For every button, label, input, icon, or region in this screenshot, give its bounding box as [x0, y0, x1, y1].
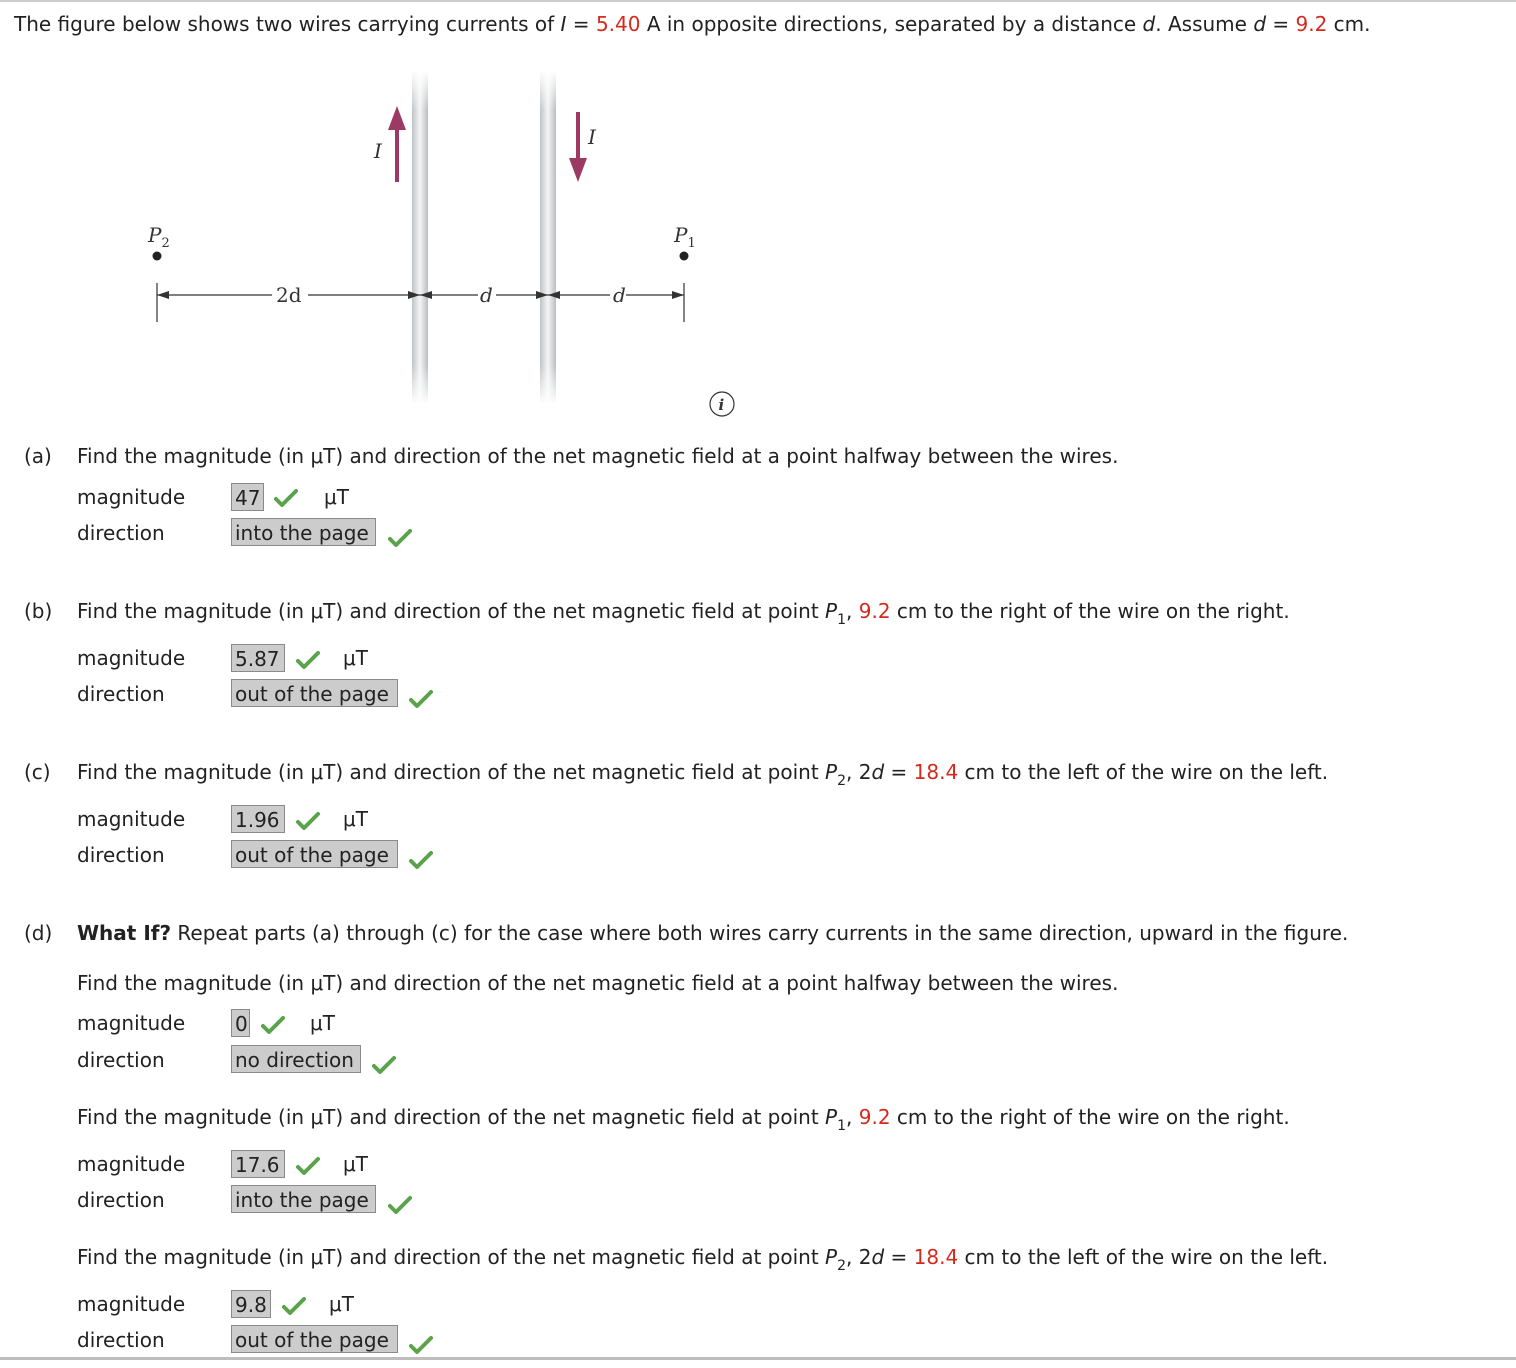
answer-a-direction[interactable]: into the page	[231, 518, 376, 546]
answer-b-magnitude[interactable]: 5.87	[231, 644, 285, 672]
direction-label: direction	[77, 1048, 165, 1072]
answer-c-direction[interactable]: out of the page	[231, 840, 398, 868]
direction-label: direction	[77, 521, 165, 545]
point-p2-label: $P_2$	[148, 223, 170, 251]
check-icon	[296, 811, 320, 831]
unit-label: μT	[343, 646, 368, 670]
part-d1-question: Find the magnitude (in μT) and direction of the net magnetic field at a point halfway between the wires.	[77, 971, 1119, 995]
point-p1	[680, 252, 689, 261]
part-c-question: Find the magnitude (in μT) and direction of the net magnetic field at point $P_2$, 2d = 18.4 cm to the left of the wire on the left.	[77, 760, 1329, 789]
part-d2-question: Find the magnitude (in μT) and direction of the net magnetic field at point $P_1$, 9.2 cm to the right of the wire on the right.	[77, 1105, 1290, 1134]
magnitude-label: magnitude	[77, 646, 186, 670]
info-icon[interactable]	[710, 392, 734, 416]
top-divider	[0, 0, 1516, 2]
check-icon	[388, 528, 412, 548]
direction-label: direction	[77, 1328, 165, 1352]
two-wires-figure	[140, 70, 760, 420]
bottom-divider	[0, 1357, 1516, 1360]
check-icon	[372, 1055, 396, 1075]
check-icon	[296, 1156, 320, 1176]
check-icon	[282, 1296, 306, 1316]
magnitude-label: magnitude	[77, 1011, 186, 1035]
check-icon	[261, 1015, 285, 1035]
answer-d1-magnitude[interactable]: 0	[231, 1009, 250, 1037]
answer-c-magnitude[interactable]: 1.96	[231, 805, 285, 833]
label-d-middle: d	[480, 283, 493, 307]
point-p2	[153, 252, 162, 261]
current-label-left: I	[374, 139, 382, 163]
check-icon	[409, 1335, 433, 1355]
intro-text: The figure below shows two wires carrying currents of I = 5.40 A in opposite directions, separated by a distance d. Assume d = 9.2 cm.	[14, 12, 1371, 36]
part-d-tag: (d)	[24, 921, 53, 945]
part-c-tag: (c)	[24, 760, 51, 784]
svg-text:i: i	[718, 396, 725, 414]
unit-label: μT	[343, 807, 368, 831]
direction-label: direction	[77, 1188, 165, 1212]
point-p1-label: $P_1$	[674, 223, 696, 251]
magnitude-label: magnitude	[77, 485, 186, 509]
check-icon	[274, 488, 298, 508]
part-b-question: Find the magnitude (in μT) and direction of the net magnetic field at point $P_1$, 9.2 cm to the right of the wire on the right.	[77, 599, 1290, 628]
answer-d2-direction[interactable]: into the page	[231, 1185, 376, 1213]
magnitude-label: magnitude	[77, 1152, 186, 1176]
answer-d2-magnitude[interactable]: 17.6	[231, 1150, 285, 1178]
unit-label: μT	[343, 1152, 368, 1176]
unit-label: μT	[310, 1011, 335, 1035]
answer-d3-direction[interactable]: out of the page	[231, 1325, 398, 1353]
part-d-question: What If? Repeat parts (a) through (c) for the case where both wires carry currents in the same direction, upward in the figure.	[77, 921, 1349, 945]
label-d-right: d	[613, 283, 626, 307]
answer-d1-direction[interactable]: no direction	[231, 1045, 361, 1073]
answer-b-direction[interactable]: out of the page	[231, 679, 398, 707]
check-icon	[409, 689, 433, 709]
part-a-question: Find the magnitude (in μT) and direction of the net magnetic field at a point halfway between the wires.	[77, 444, 1119, 468]
label-2d: 2d	[276, 283, 302, 307]
part-d3-question: Find the magnitude (in μT) and direction of the net magnetic field at point $P_2$, 2d = 18.4 cm to the left of the wire on the left.	[77, 1245, 1329, 1274]
check-icon	[296, 650, 320, 670]
answer-a-magnitude[interactable]: 47	[231, 483, 264, 511]
answer-d3-magnitude[interactable]: 9.8	[231, 1290, 271, 1318]
part-b-tag: (b)	[24, 599, 53, 623]
direction-label: direction	[77, 843, 165, 867]
direction-label: direction	[77, 682, 165, 706]
magnitude-label: magnitude	[77, 807, 186, 831]
unit-label: μT	[324, 485, 349, 509]
check-icon	[388, 1195, 412, 1215]
current-label-right: I	[588, 125, 596, 149]
part-a-tag: (a)	[24, 444, 52, 468]
magnitude-label: magnitude	[77, 1292, 186, 1316]
check-icon	[409, 850, 433, 870]
unit-label: μT	[329, 1292, 354, 1316]
